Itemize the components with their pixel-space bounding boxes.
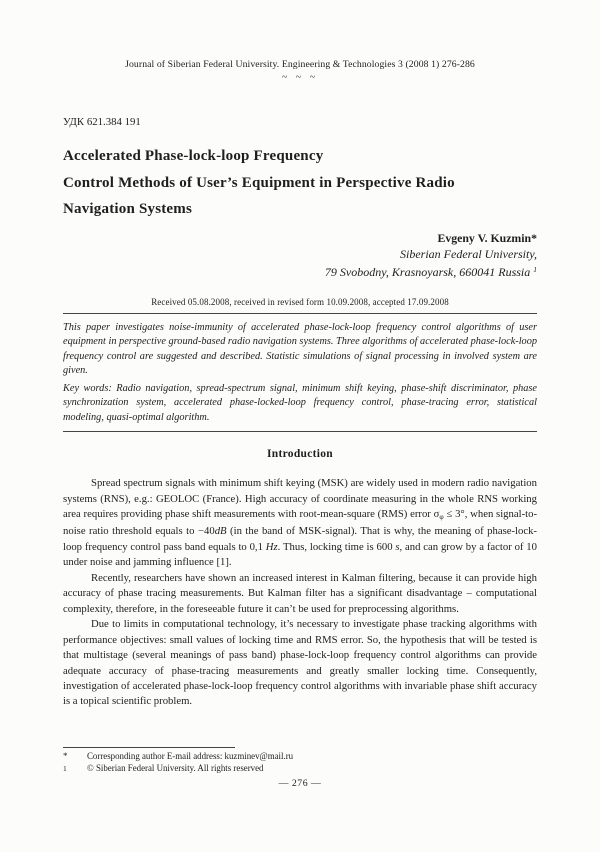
author-address-text: 79 Svobodny, Krasnoyarsk, 660041 Russia: [324, 264, 534, 279]
unit-db: dB: [214, 525, 227, 538]
threshold-value: −40: [197, 525, 215, 538]
body-paragraph-1: [63, 476, 537, 571]
para1-segment: ≤ 3°, when signal-to-noise ratio threshold equals to: [63, 508, 537, 538]
footnotes-block: [63, 747, 537, 778]
para1-segment: . Thus, locking time is 600: [277, 540, 396, 553]
keywords-text: Key words: Radio navigation, spread-spectrum signal, minimum shift keying, phase-shift discriminator, phase synchronization system, accelerated phase-locked-loop frequency control, phase-tracing error, statistical modeling, quasi-optimal algorithm.: [63, 382, 537, 432]
article-title-line: Control Methods of User’s Equipment in Perspective Radio: [63, 174, 455, 191]
para1-segment: , and can grow by a factor of 10 under noise and jamming influence [1].: [63, 540, 537, 569]
footnote-divider: [63, 747, 235, 748]
unit-s: s: [395, 540, 400, 553]
para1-segment: (in the band of MSK-signal). That is why, the meaning of phase-lock-loop frequency control pass band equals to 0,1: [63, 525, 537, 553]
unit-hz: Hz: [265, 540, 278, 553]
article-title-line: Accelerated Phase-lock-loop Frequency: [63, 148, 324, 164]
author-affiliation: Siberian Federal University,: [400, 246, 537, 261]
footnote-one-superscript: 1: [63, 763, 67, 773]
sigma-symbol: σ: [433, 508, 440, 520]
header-separator: ~ ~ ~: [281, 72, 319, 83]
footnote-star-marker: *: [63, 751, 68, 761]
footnote-corresponding-author: [63, 751, 537, 763]
body-paragraph-2: Recently, researchers have shown an increased interest in Kalman filtering, because it can provide high accuracy of phase tracing measurements. But Kalman filter has a significant disadvantage – computational complexity, therefore, in the foreseeable future it can’t be used for preprocessing algorithms.: [63, 571, 537, 615]
footnote-one-marker: [63, 763, 87, 779]
author-block: [63, 231, 537, 280]
page-number: — 276 —: [278, 778, 322, 789]
received-dates: Received 05.08.2008, received in revised form 10.09.2008, accepted 17.09.2008: [63, 297, 537, 314]
body-paragraph-3: Due to limits in computational technology, it’s necessary to investigate phase tracking algorithms with performance objectives: small values of locking time and RMS error. So, the hypothesis that will be tested is that multistage (several meanings of pass band) phase-lock-loop frequency control algorithms can provide adequate accuracy of phase-tracing measurements and greatly smaller locking time. Consequently, investigation of accelerated phase-lock-loop frequency control algorithms with invariable phase shift accuracy is a topical scientific problem.: [63, 618, 537, 708]
journal-header: Journal of Siberian Federal University. Engineering & Technologies 3 (2008 1) 276-286: [125, 59, 475, 70]
article-title: [63, 143, 537, 223]
footnote-copyright-text: © Siberian Federal University. All rights reserved: [87, 762, 264, 773]
footnote-star-text: Corresponding author E-mail address: kuzminev@mail.ru: [87, 751, 294, 761]
abstract-text: This paper investigates noise-immunity of accelerated phase-lock-loop frequency control algorithms of user equipment in perspective ground-based radio navigation systems. Three algorithms of accelerated phase-lock-loop frequency control are suggested and described. Statistic simulations of signal processing in involved system are given.: [63, 321, 537, 377]
section-heading-introduction: Introduction: [266, 448, 333, 461]
udk-code: УДК 621.384 191: [63, 116, 141, 128]
author-name: Evgeny V. Kuzmin*: [437, 230, 537, 245]
address-footnote-marker: 1: [533, 264, 537, 274]
sigma-subscript: φ: [439, 512, 444, 521]
author-address: [63, 262, 537, 280]
article-title-line: Navigation Systems: [63, 201, 193, 217]
footnote-copyright: [63, 763, 537, 779]
para1-segment: Spread spectrum signals with minimum shift keying (MSK) are widely used in modern radio navigation systems (RNS), e.g.: GEOLOC (France). High accuracy of coordinate measuring in the whole RNS working area requires providing phase shift measurements with root-mean-square (RMS) error: [63, 477, 537, 520]
